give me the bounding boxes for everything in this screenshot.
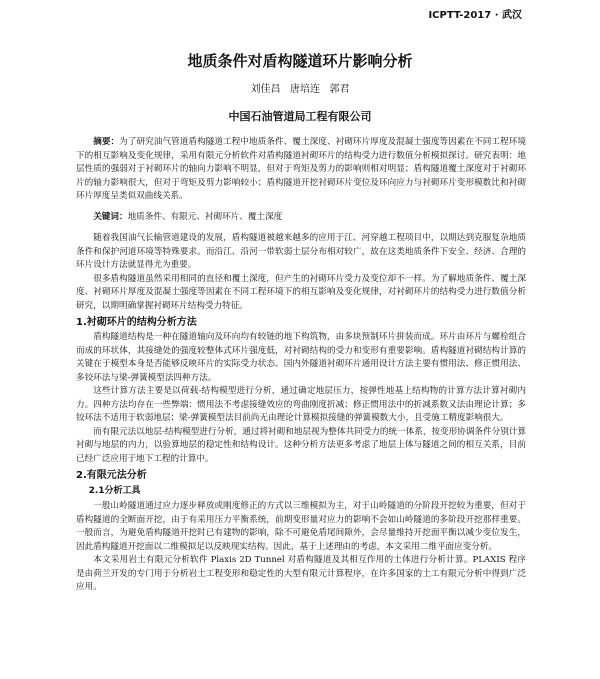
section-heading: 2.有限元法分析 (76, 470, 147, 481)
keywords-label: 关键词： (93, 211, 128, 222)
body-paragraph: 这些计算方法主要是以荷载-结构模型进行分析，通过确定地层压力，按弹性地基上结构物的计算方法计算衬砌内力。四种方法均存在一些弊端：惯用法不考虑接缝效应的弯曲刚度折减；修正惯用法中的折减系数又法由理论计算；多铰环法不适用于软弱地层；梁-弹簧模型法目前尚无由理论计算模拟接缝的弹簧模数大小，且受施工精度影响很大。 (76, 386, 526, 423)
abstract-label: 摘要： (93, 137, 120, 147)
body-paragraph: 而有限元法以地层-结构模型进行分析，通过将衬砌和地层视为整体共同受力的统一体系，按变形协调条件分别计算衬砌与地层的内力，以验算地层的稳定性和结构设计。这种分析方法更多考虑了地层上体与隧道之间的相互关系，目前已经广泛应用于地下工程的计算中。 (76, 426, 526, 464)
intro-paragraph: 很多盾构隧道虽然采用相同的直径和覆土深度，但产生的衬砌环片受力及变位却不一样。为了解地质条件、覆土深度、衬砌环片厚度及混凝土强度等因素在不同工程环境下的相互影响及变化规律，对衬砌环片的结构受力进行数值分析研究，以期明确掌握衬砌环片结构受力特征。 (76, 273, 526, 311)
body-paragraph: 本文采用岩土有限元分析软件 Plaxis 2D Tunnel 对盾构隧道及其相互作用的土体进行分析计算。PLAXIS 程序是由荷兰开发的专门用于分析岩土工程变形和稳定性的大型有限元计算程序，在许多国家的土工有限元分析中得到广泛应用。 (76, 555, 526, 592)
conference-header: ICPTT-2017 · 武汉 (428, 10, 522, 21)
abstract (76, 136, 526, 204)
paper-title: 地质条件对盾构隧道环片影响分析 (187, 52, 413, 70)
keywords (76, 211, 526, 225)
section-heading: 1.衬砌环片的结构分析方法 (76, 317, 197, 328)
intro-paragraph: 随着我国油气长输管道建设的发展，盾构隧道被越来越多的应用于江、河穿越工程项目中，以期达到克服复杂地质条件和保护河道环境等特殊要求。而沿江、沿河一带软弱土层分布相对较广，故在这类地质条件下安全、经济、合理的环片设计方法就显得尤为重要。 (76, 233, 526, 270)
author-name: 唐培连 (290, 84, 320, 95)
author-list (0, 80, 600, 95)
abstract-text: 为了研究油气管道盾构隧道工程中地质条件、覆土深度、衬砌环片厚度及混凝土强度等因素在不同工程环境下的相互影响及变化规律，采用有限元分析软件对盾构隧道衬砌环片的结构受力进行数值分析模拟探讨。研究表明：地层性质的强弱对于衬砌环片的轴向力影响不明显，但对于弯矩及剪力的影响则相对明显；盾构隧道覆土深度对于衬砌环片的轴力影响很大，但对于弯矩及剪力影响较小；盾构隧道开挖衬砌环片变位及环向应力与衬砌环片变形模数比和衬砌环片厚度呈类似双曲线关系。 (76, 137, 526, 201)
body-paragraph: 盾构隧道结构是一种在隧道轴向及环向均有较链的地下构筑物，由多块预制环片拼装而成。环片由环片与螺栓组合而成的环状体，其接缝处的强度较整体式环片强度低，对衬砌结构的受力和变形有重要影响。盾构隧道衬砌结构计算的关键在于模型本身是否能够反映环片的实际受力状态。国内外隧道衬砌环片通用设计方法主要有惯用法、修正惯用法、多铰环法与梁-弹簧模型法四种方法。 (76, 332, 526, 383)
subsection-heading: 2.1分析工具 (88, 486, 141, 496)
paper-body (76, 136, 526, 595)
body-paragraph: 一般山岭隧道通过应力逐步释放或刚度修正的方式以三维模拟为主，对于山岭隧道的分阶段开挖较为重要，但对于盾构隧道的全断面开挖，由于有采用压力平衡系统，前期变形量对应力的影响不会如山岭隧道的多阶段开挖那样重要。一般而言，为避免盾构隧道开挖时已有建物的影响，除不可避免盾尾间隙外，会尽量维持开挖面平衡以减少变位发生，因此盾构隧道开挖面以二维模拟足以反映现实结构。因此，基于上述理由的考虑，本文采用二维平面应变分析。 (76, 501, 526, 552)
keywords-text: 地质条件、有限元、衬砌环片、覆土深度 (127, 211, 283, 222)
author-name: 刘佳昌 (250, 84, 281, 95)
author-name: 郭君 (329, 84, 350, 95)
affiliation: 中国石油管道局工程有限公司 (228, 110, 372, 123)
